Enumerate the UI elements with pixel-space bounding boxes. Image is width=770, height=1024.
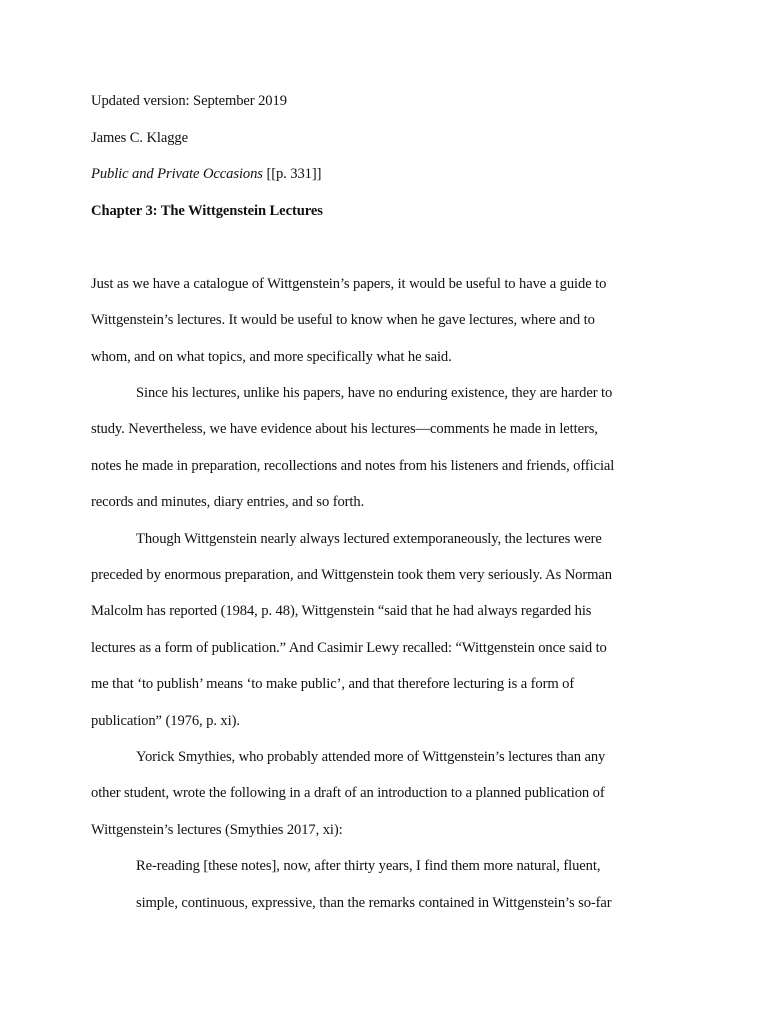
author-line: James C. Klagge — [91, 130, 188, 146]
source-title: Public and Private Occasions — [91, 166, 263, 182]
source-line — [91, 166, 321, 183]
body-line: preceded by enormous preparation, and Wittgenstein took them very seriously. As Norman — [91, 567, 612, 583]
body-line: other student, wrote the following in a draft of an introduction to a planned publication of — [91, 785, 605, 801]
body-line: Wittgenstein’s lectures. It would be useful to know when he gave lectures, where and to — [91, 312, 595, 328]
body-line: Though Wittgenstein nearly always lectured extemporaneously, the lectures were — [136, 531, 602, 547]
block-quote-line: Re-reading [these notes], now, after thirty years, I find them more natural, fluent, — [136, 858, 601, 874]
body-line: publication” (1976, p. xi). — [91, 713, 240, 729]
updated-version-line: Updated version: September 2019 — [91, 93, 287, 109]
body-line: me that ‘to publish’ means ‘to make public’, and that therefore lecturing is a form of — [91, 676, 575, 692]
body-line: Since his lectures, unlike his papers, have no enduring existence, they are harder to — [136, 385, 613, 401]
block-quote-line: simple, continuous, expressive, than the remarks contained in Wittgenstein’s so-far — [136, 895, 612, 911]
chapter-title: Chapter 3: The Wittgenstein Lectures — [91, 203, 323, 219]
body-line: Just as we have a catalogue of Wittgenstein’s papers, it would be useful to have a guide to — [91, 276, 607, 292]
body-line: Wittgenstein’s lectures (Smythies 2017, xi): — [91, 822, 343, 838]
body-line: records and minutes, diary entries, and so forth. — [91, 494, 365, 510]
body-line: study. Nevertheless, we have evidence about his lectures—comments he made in letters, — [91, 421, 598, 437]
body-line: notes he made in preparation, recollections and notes from his listeners and friends, official — [91, 458, 615, 474]
body-line: lectures as a form of publication.” And Casimir Lewy recalled: “Wittgenstein once said to — [91, 640, 607, 656]
body-line: whom, and on what topics, and more specifically what he said. — [91, 349, 452, 365]
body-line: Yorick Smythies, who probably attended more of Wittgenstein’s lectures than any — [136, 749, 606, 765]
body-line: Malcolm has reported (1984, p. 48), Wittgenstein “said that he had always regarded his — [91, 603, 592, 619]
page-reference: [[p. 331]] — [262, 166, 322, 182]
